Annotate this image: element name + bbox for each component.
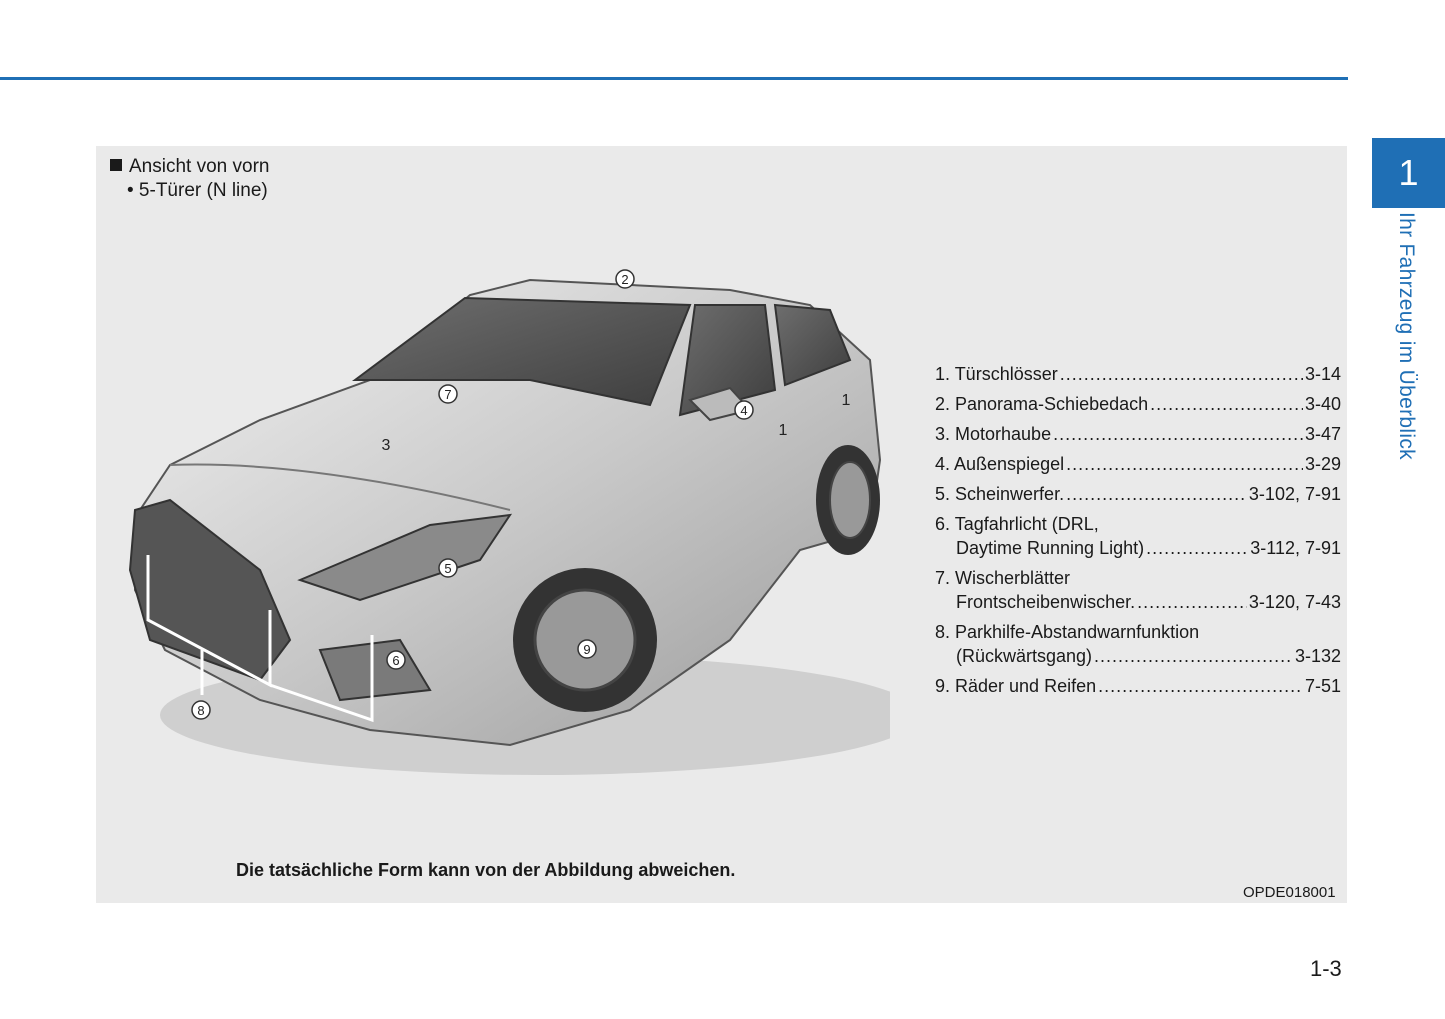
legend-line — [935, 452, 1341, 476]
legend-text: 3. Motorhaube — [935, 424, 1052, 444]
legend-list — [935, 362, 1341, 704]
car-illustration — [110, 210, 890, 840]
callout-2-label: 2 — [621, 272, 629, 287]
view-heading-text: Ansicht von vorn — [129, 156, 270, 177]
callout-5 — [439, 559, 457, 577]
disclaimer: Die tatsächliche Form kann von der Abbildung abweichen. — [236, 860, 736, 880]
legend-page-ref[interactable]: 3-132 — [1294, 646, 1341, 666]
callout-9 — [578, 640, 596, 658]
dot-leader — [1098, 674, 1303, 698]
legend-item — [935, 392, 1341, 416]
legend-line — [935, 590, 1341, 614]
legend-item — [935, 422, 1341, 446]
dot-leader — [1053, 422, 1303, 446]
legend-item — [935, 512, 1341, 560]
legend-line — [935, 644, 1341, 668]
page-number: 1-3 — [1310, 956, 1342, 981]
callout-1-handle-label: 1 — [841, 392, 851, 409]
legend-line — [935, 512, 1341, 536]
callout-8-label: 8 — [197, 703, 205, 718]
callout-4 — [735, 401, 753, 419]
legend-item — [935, 362, 1341, 386]
legend-page-ref[interactable]: 3-29 — [1304, 454, 1341, 474]
legend-line — [935, 566, 1341, 590]
callout-7 — [439, 385, 457, 403]
legend-item — [935, 566, 1341, 614]
dot-leader — [1146, 536, 1248, 560]
callout-4-label: 4 — [740, 403, 748, 418]
callout-3-label: 3 — [381, 437, 391, 454]
view-heading — [110, 156, 269, 178]
legend-text: 5. Scheinwerfer. — [935, 484, 1065, 504]
legend-line — [935, 392, 1341, 416]
legend-text: 2. Panorama-Schiebedach — [935, 394, 1149, 414]
legend-text: 8. Parkhilfe-Abstandwarnfunktion — [935, 622, 1200, 642]
legend-text: 6. Tagfahrlicht (DRL, — [935, 514, 1099, 534]
legend-line — [935, 482, 1341, 506]
chapter-title: Ihr Fahrzeug im Überblick — [1395, 212, 1418, 460]
callout-6 — [387, 651, 405, 669]
legend-page-ref[interactable]: 3-40 — [1304, 394, 1341, 414]
legend-text: 7. Wischerblätter — [935, 568, 1071, 588]
callout-9-label: 9 — [583, 642, 591, 657]
callout-2 — [616, 270, 634, 288]
callout-8 — [192, 701, 210, 719]
legend-page-ref[interactable]: 3-102, 7-91 — [1248, 484, 1341, 504]
legend-page-ref[interactable]: 3-47 — [1304, 424, 1341, 444]
dot-leader — [1137, 590, 1247, 614]
legend-page-ref[interactable]: 3-120, 7-43 — [1248, 592, 1341, 612]
legend-text: 4. Außenspiegel — [935, 454, 1065, 474]
legend-text: Daytime Running Light) — [956, 538, 1145, 558]
callout-1-handle — [842, 392, 851, 409]
legend-line — [935, 362, 1341, 386]
callout-5-label: 5 — [444, 561, 452, 576]
dot-leader — [1060, 362, 1303, 386]
dot-leader — [1066, 482, 1247, 506]
dot-leader — [1150, 392, 1303, 416]
legend-item — [935, 620, 1341, 668]
dot-leader — [1066, 452, 1303, 476]
callout-3 — [382, 437, 391, 454]
callout-7-label: 7 — [444, 387, 452, 402]
legend-item — [935, 674, 1341, 698]
legend-line — [935, 422, 1341, 446]
legend-page-ref[interactable]: 7-51 — [1304, 676, 1341, 696]
chapter-number-tab[interactable]: 1 — [1372, 138, 1445, 208]
header-rule — [0, 77, 1348, 80]
legend-line — [935, 620, 1341, 644]
square-bullet-icon — [110, 159, 122, 171]
legend-text: (Rückwärtsgang) — [956, 646, 1093, 666]
legend-text: Frontscheibenwischer. — [956, 592, 1136, 612]
figure-code: OPDE018001 — [1243, 884, 1336, 901]
legend-text: 1. Türschlösser — [935, 364, 1058, 384]
callout-6-label: 6 — [392, 653, 400, 668]
legend-text: 9. Räder und Reifen — [935, 676, 1097, 696]
legend-item — [935, 452, 1341, 476]
callout-1-lock-label: 1 — [778, 422, 788, 439]
legend-page-ref[interactable]: 3-112, 7-91 — [1250, 538, 1341, 558]
legend-line — [935, 674, 1341, 698]
callout-1-lock — [779, 422, 788, 439]
dot-leader — [1094, 644, 1293, 668]
legend-page-ref[interactable]: 3-14 — [1304, 364, 1341, 384]
legend-item — [935, 482, 1341, 506]
legend-line — [935, 536, 1341, 560]
view-subheading: • 5-Türer (N line) — [127, 180, 268, 201]
